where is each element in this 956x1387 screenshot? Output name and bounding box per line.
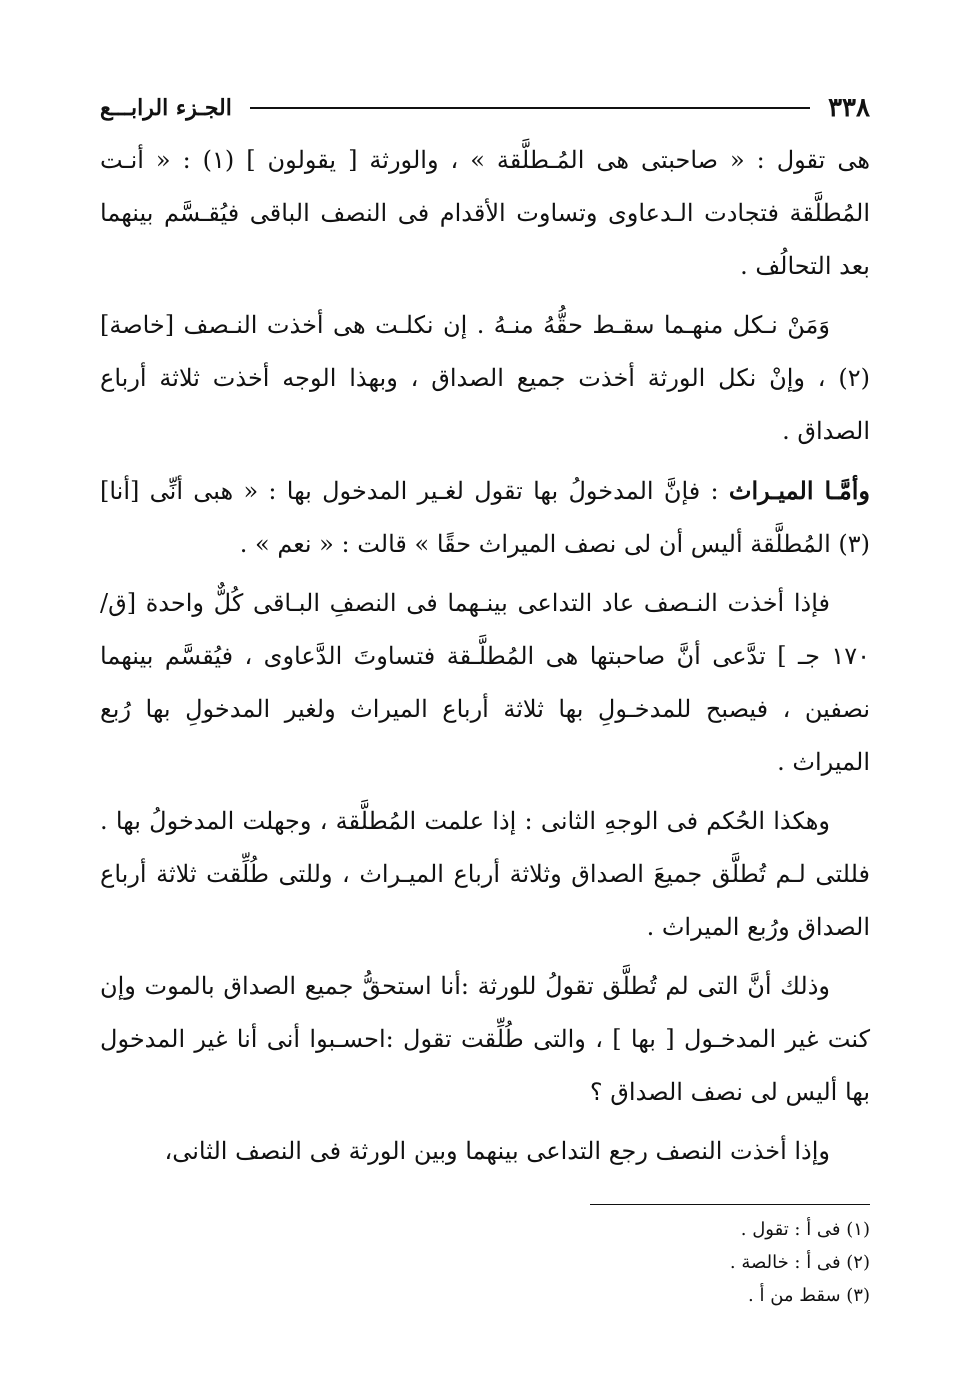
paragraph-text: وإذا أخذت النصف رجع التداعى بينهما وبين الورثة فى النصف الثانى، (164, 1137, 830, 1165)
paragraph-text: : فإنَّ المدخولُ بها تقول لغـير المدخول بها : « هبى أنِّى [أنا] (٣) المُطلَّقة أليس أن لى نصف الميراث حقًا » قالت : « نعم » . (100, 477, 870, 558)
paragraph-3 (100, 464, 870, 571)
book-page (100, 88, 870, 1312)
paragraph-1 (100, 134, 870, 293)
paragraph-text: وهكذا الحُكم فى الوجهِ الثانى : إذا علمت المُطلَّقة ، وجهلت المدخولُ بها . فللتى لـم تُطلَّق جميعَ الصداق وثلاثة أرباع الميـراث ، وللتى طُلِّقت ثلاثة أرباع الصداق ورُبع الميراث . (100, 807, 870, 941)
paragraph-2 (100, 299, 870, 458)
paragraph-text: وذلك أنَّ التى لم تُطلَّق تقولُ للورثة :أنا استحقُّ جميع الصداق بالموت وإن كنت غير المدخـول [ بها ] ، والتى طُلِّقت تقول :احسـبوا أنى أنا غير المدخول بها أليس لى نصف الصداق ؟ (100, 972, 870, 1106)
paragraph-text: وَمَنْ نـكل منهـما سقـط حقُّهُ منـهُ . إن نكلـت هى أخذت النـصف [خاصة] (٢) ، وإنْ نكل الورثة أخذت جميع الصداق ، وبهذا الوجه أخذت ثلاثة أرباع الصداق . (100, 311, 870, 445)
paragraph-4 (100, 577, 870, 789)
page-number: ٣٣٨ (828, 93, 870, 123)
section-lead: وأمَّـا الميـراث (728, 476, 870, 505)
footnote-1: (١) فى أ : تقول . (740, 1219, 870, 1240)
footnote-2: (٢) فى أ : خالصة . (729, 1252, 870, 1273)
running-head: الجـزء الرابـــع (100, 95, 232, 121)
footnote-rule (590, 1204, 870, 1205)
body-text (100, 134, 870, 1178)
header-rule (250, 107, 810, 109)
footnotes (100, 1213, 870, 1312)
paragraph-7 (100, 1125, 870, 1178)
footnote-3: (٣) سقط من أ . (748, 1285, 870, 1306)
page-header (100, 88, 870, 128)
paragraph-text: فإذا أخذت النـصف عاد التداعى بينـهما فى النصفِ البـاقى كُلٌّ واحدة [ق/ ١٧٠ جـ ] تدَّعى أنَّ صاحبتها هى المُطلَّـقة فتساوتَ الدَّعاوى ، فيُقسَّم بينهما نصفين ، فيصبح للمدخـولِ بها ثلاثة أرباع الميراث ولغير المدخولِ بها رُبع الميراث . (100, 589, 870, 776)
paragraph-5 (100, 795, 870, 954)
paragraph-6 (100, 960, 870, 1119)
paragraph-text: هى تقول : « صاحبتى هى المُـطلَّقة » ، والورثة [ يقولون ] (١) : « أنـت المُطلَّقة فتجادت الـدعاوى وتساوت الأقدام فى النصف الباقى فيُقـسَّم بينهما بعد التحالُف . (100, 146, 870, 280)
